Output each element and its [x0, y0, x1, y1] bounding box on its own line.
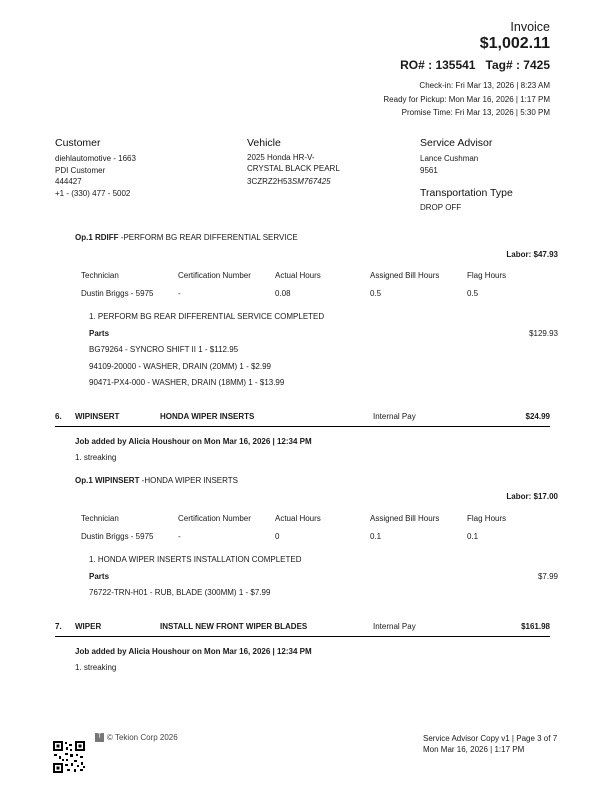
job6-cert: - [178, 532, 181, 541]
job6-op-line [75, 476, 238, 485]
customer-type: PDI Customer [55, 165, 106, 175]
ready-time: Ready for Pickup: Mon Mar 16, 2026 | 1:17 PM [383, 94, 550, 104]
job5-part-1: BG79264 - SYNCRO SHIFT II 1 - $112.95 [89, 345, 239, 354]
job6-op-code: Op.1 WIPINSERT [75, 476, 140, 485]
dates-block [383, 79, 550, 120]
job7-divider [55, 636, 550, 637]
job5-assigned: 0.5 [370, 289, 382, 298]
job6-actual: 0 [275, 532, 280, 541]
job5-parts-total: $129.93 [529, 329, 558, 338]
job6-concern: 1. streaking [75, 453, 117, 462]
job5-flag: 0.5 [467, 289, 479, 298]
job6-parts-total: $7.99 [537, 572, 558, 581]
job6-flag: 0.1 [467, 532, 479, 541]
job5-parts-label: Parts [89, 329, 110, 338]
job7-name: INSTALL NEW FRONT WIPER BLADES [160, 622, 308, 631]
vehicle-model: 2025 Honda HR-V- [247, 153, 315, 162]
job5-op-code: Op.1 RDIFF [75, 233, 119, 242]
job6-parts-label: Parts [89, 572, 110, 581]
job6-labor: Labor: $17.00 [506, 492, 558, 501]
job6-amount: $24.99 [525, 412, 550, 421]
job6-th-actual: Actual Hours [275, 514, 321, 523]
customer-phone: +1 - (330) 477 - 5002 [55, 188, 131, 198]
job6-divider [55, 426, 550, 427]
invoice-amount: $1,002.11 [479, 35, 550, 52]
job5-th-technician: Technician [81, 271, 119, 280]
job6-technician: Dustin Briggs - 5975 [81, 532, 154, 541]
job5-op-desc: -PERFORM BG REAR DIFFERENTIAL SERVICE [118, 233, 298, 242]
qr-code-icon [52, 740, 86, 774]
advisor-section [420, 137, 513, 212]
job5-cert: - [178, 289, 181, 298]
promise-time: Promise Time: Fri Mar 13, 2026 | 5:30 PM [401, 108, 550, 117]
job7-code: WIPER [75, 622, 102, 631]
job5-th-cert: Certification Number [178, 271, 251, 280]
job5-technician: Dustin Briggs - 5975 [81, 289, 154, 298]
job5-th-actual: Actual Hours [275, 271, 321, 280]
job6-op-desc: -HONDA WIPER INSERTS [139, 476, 238, 485]
vehicle-color: CRYSTAL BLACK PEARL [247, 163, 340, 173]
job6-assigned: 0.1 [370, 532, 382, 541]
job7-added-by: Job added by Alicia Houshour on Mon Mar 16, 2026 | 12:34 PM [75, 647, 312, 656]
tag-number: 7425 [523, 58, 550, 72]
job7-number: 7. [55, 622, 62, 631]
job6-added-by: Job added by Alicia Houshour on Mon Mar 16, 2026 | 12:34 PM [75, 437, 312, 446]
advisor-title: Service Advisor [420, 137, 493, 149]
job5-th-assigned: Assigned Bill Hours [370, 271, 440, 280]
customer-title: Customer [55, 137, 101, 149]
transport-title: Transportation Type [420, 187, 513, 199]
advisor-name: Lance Cushman [420, 154, 479, 163]
vehicle-vin [247, 177, 340, 188]
job5-th-flag: Flag Hours [467, 271, 507, 280]
ro-tag-line [400, 58, 550, 72]
vin-suffix: SM767425 [291, 177, 331, 186]
transport-value: DROP OFF [420, 203, 462, 212]
job6-completion: 1. HONDA WIPER INSERTS INSTALLATION COMPLETED [89, 555, 302, 564]
job7-pay-type: Internal Pay [373, 622, 416, 631]
customer-name: diehlautomotive - 1663 [55, 154, 136, 163]
job6-name: HONDA WIPER INSERTS [160, 412, 255, 421]
job5-part-3: 90471-PX4-000 - WASHER, DRAIN (18MM) 1 - $13.99 [89, 378, 285, 387]
job6-th-flag: Flag Hours [467, 514, 507, 523]
tekion-logo-icon: T [95, 733, 104, 742]
advisor-id: 9561 [420, 166, 438, 175]
job6-pay-type: Internal Pay [373, 412, 416, 421]
job6-code: WIPINSERT [75, 412, 120, 421]
job6-th-assigned: Assigned Bill Hours [370, 514, 440, 523]
job6-th-cert: Certification Number [178, 514, 251, 523]
footer-copyright [95, 733, 178, 742]
ro-number: 135541 [435, 58, 476, 72]
job6-number: 6. [55, 412, 62, 421]
job5-labor: Labor: $47.93 [506, 250, 558, 259]
invoice-label: Invoice [510, 20, 550, 34]
vehicle-title: Vehicle [247, 137, 281, 149]
job5-completion: 1. PERFORM BG REAR DIFFERENTIAL SERVICE COMPLETED [89, 312, 325, 321]
job6-th-technician: Technician [81, 514, 119, 523]
job5-actual: 0.08 [275, 289, 291, 298]
checkin-time: Check-in: Fri Mar 13, 2026 | 8:23 AM [419, 81, 550, 90]
ro-label: RO# : [400, 58, 433, 72]
footer-info [423, 733, 557, 755]
vehicle-section [247, 137, 340, 188]
tag-label: Tag# : [485, 58, 520, 72]
job7-concern: 1. streaking [75, 663, 117, 672]
copyright-text: © Tekion Corp 2026 [107, 733, 178, 742]
vin-prefix: 3CZRZ2H53 [247, 177, 292, 186]
job5-op-line [75, 233, 298, 242]
printed-time: Mon Mar 16, 2026 | 1:17 PM [423, 745, 525, 754]
job5-part-2: 94109-20000 - WASHER, DRAIN (20MM) 1 - $2.99 [89, 362, 271, 371]
customer-id: 444427 [55, 177, 82, 186]
job6-part-1: 76722-TRN-H01 - RUB, BLADE (300MM) 1 - $7.99 [89, 588, 271, 597]
copy-info: Service Advisor Copy v1 | Page 3 of 7 [423, 734, 558, 743]
job7-amount: $161.98 [521, 622, 550, 631]
customer-section [55, 137, 136, 199]
